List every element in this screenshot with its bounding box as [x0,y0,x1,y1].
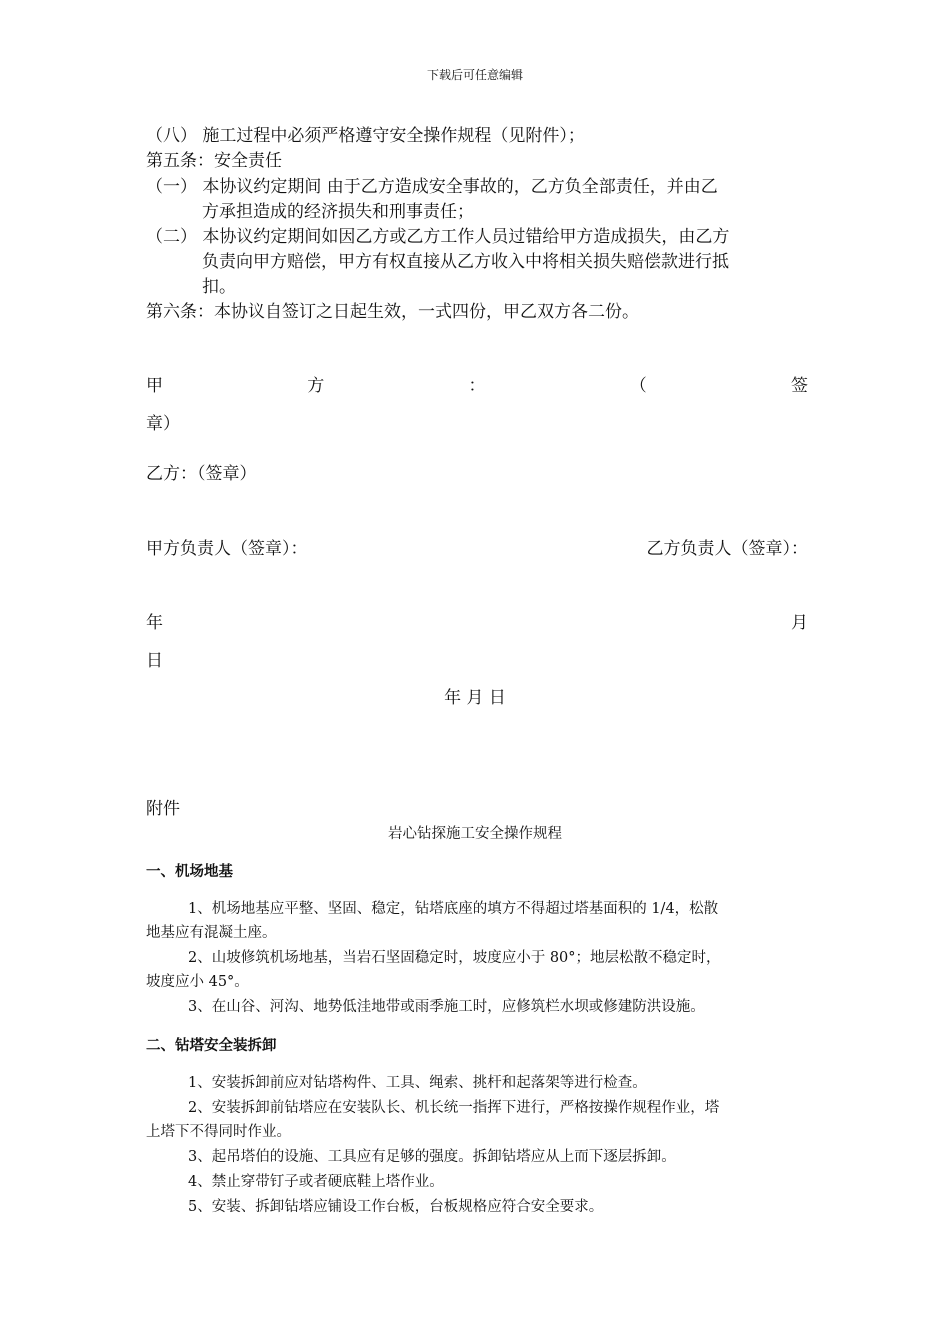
section-2-item-3: 3、起吊塔伯的设施、工具应有足够的强度。拆卸钻塔应从上而下逐层拆卸。 [188,1149,676,1165]
party-b-representative: 乙方负责人（签章）： [646,539,808,559]
section-2-item-2-line-2: 上塔下不得同时作业。 [146,1124,291,1140]
clause-8: （八） 施工过程中必须严格遵守安全操作规程（见附件）； [146,126,585,146]
clause-2-line-3: 扣。 [202,277,236,297]
party-a-signature-line [146,374,808,399]
party-a-char: 方 [307,376,325,396]
party-a-char: 甲 [146,376,163,396]
date-center: 年 月 日 [444,688,506,708]
appendix-title: 岩心钻探施工安全操作规程 [388,826,562,842]
section-1-item-1-line-1: 1、机场地基应平整、坚固、稳定，钻塔底座的填方不得超过塔基面积的 1/4，松散 [188,901,719,917]
party-a-representative: 甲方负责人（签章）： [146,539,308,559]
section-1-heading: 一、机场地基 [146,863,233,880]
representatives-line [146,537,808,562]
date-month: 月 [791,613,808,633]
section-2-item-1: 1、安装拆卸前应对钻塔构件、工具、绳索、挑杆和起落架等进行检查。 [188,1075,647,1091]
download-note: 下载后可任意编辑 [426,68,523,82]
section-1-item-2-line-1: 2、山坡修筑机场地基，当岩石坚固稳定时，坡度应小于 80°；地层松散不稳定时， [188,950,721,966]
clause-1-line-2: 方承担造成的经济损失和刑事责任； [202,202,474,222]
section-2-item-4: 4、禁止穿带钉子或者硬底鞋上塔作业。 [188,1174,444,1190]
party-a-char: （ [629,376,647,396]
section-2-heading: 二、钻塔安全装拆卸 [146,1037,277,1054]
party-a-char: 签 [791,376,808,396]
clause-1-line-1: （一） 本协议约定期间 由于乙方造成安全事故的，乙方负全部责任，并由乙 [146,177,718,197]
article-5-title: 第五条：安全责任 [146,151,282,171]
appendix-label: 附件 [146,799,180,819]
date-line [146,611,808,636]
party-b-signature: 乙方：（签章） [146,464,257,484]
date-day: 日 [146,651,163,671]
section-2-item-2-line-1: 2、安装拆卸前钻塔应在安装队长、机长统一指挥下进行，严格按操作规程作业，塔 [188,1100,720,1116]
party-a-signature-tail: 章） [146,414,180,434]
section-1-item-1-line-2: 地基应有混凝土座。 [146,925,277,941]
date-year: 年 [146,613,163,633]
section-1-item-2-line-2: 坡度应小 45°。 [146,974,249,990]
party-a-char: ： [468,376,486,396]
clause-2-line-1: （二） 本协议约定期间如因乙方或乙方工作人员过错给甲方造成损失，由乙方 [146,227,730,247]
section-1-item-3: 3、在山谷、河沟、地势低洼地带或雨季施工时，应修筑栏水坝或修建防洪设施。 [188,999,705,1015]
article-6: 第六条：本协议自签订之日起生效，一式四份，甲乙双方各二份。 [146,302,639,322]
section-2-item-5: 5、安装、拆卸钻塔应铺设工作台板，台板规格应符合安全要求。 [188,1199,604,1215]
clause-2-line-2: 负责向甲方赔偿，甲方有权直接从乙方收入中将相关损失赔偿款进行抵 [202,252,729,272]
